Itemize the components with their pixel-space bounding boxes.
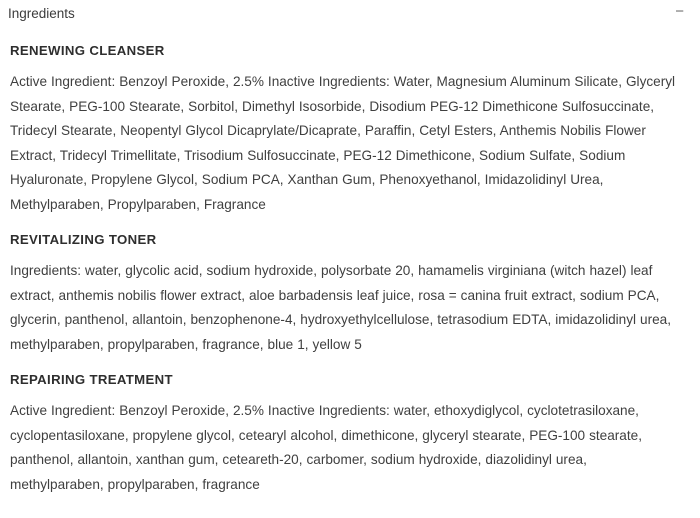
ingredients-text: Active Ingredient: Benzoyl Peroxide, 2.5% Inactive Ingredients: Water, Magnesium Aluminum Silicate, Glyceryl Stearate, PEG-100 Stearate, Sorbitol, Dimethyl Isosorbide, Disodium PEG-12 Dimethicone Sulfosuccinate, Tridecyl Stearate, Neopentyl Glycol Dicaprylate/Dicaprate, Paraffin, Cetyl Esters, Anthemis Nobilis Flower Extract, Tridecyl Trimellitate, Trisodium Sulfosuccinate, PEG-12 Dimethicone, Sodium Sulfate, Sodium Hyaluronate, Propylene Glycol, Sodium PCA, Xanthan Gum, Phenoxyethanol, Imidazolidinyl Urea, Methylparaben, Propylparaben, Fragrance: [10, 74, 676, 212]
ingredients-text: Active Ingredient: Benzoyl Peroxide, 2.5% Inactive Ingredients: water, ethoxydiglycol, cyclotetrasiloxane, cyclopentasiloxane, propylene glycol, cetearyl alcohol, dimethicone, glyceryl stearate, PEG-100 stearate, panthenol, allantoin, xanthan gum, ceteareth-20, carbomer, sodium hydroxide, diazolidinyl urea, methylparaben, propylparaben, fragrance: [10, 403, 642, 492]
product-block: [10, 42, 684, 217]
panel-header: [8, 3, 686, 26]
product-block: [10, 371, 684, 497]
page-title: Ingredients: [8, 6, 75, 21]
product-block: [10, 231, 684, 357]
minus-icon[interactable]: −: [675, 3, 684, 20]
ingredients-text: Ingredients: water, glycolic acid, sodium hydroxide, polysorbate 20, hamamelis virginiana (witch hazel) leaf extract, anthemis nobilis flower extract, aloe barbadensis leaf juice, rosa = canina fruit extract, sodium PCA, glycerin, panthenol, allantoin, benzophenone-4, hydroxyethylcellulose, tetrasodium EDTA, imidazolidinyl urea, methylparaben, propylparaben, fragrance, blue 1, yellow 5: [10, 263, 672, 352]
product-name: REVITALIZING TONER: [10, 232, 157, 247]
ingredients-content: [8, 42, 686, 497]
product-name: REPAIRING TREATMENT: [10, 372, 173, 387]
product-name: RENEWING CLEANSER: [10, 43, 165, 58]
